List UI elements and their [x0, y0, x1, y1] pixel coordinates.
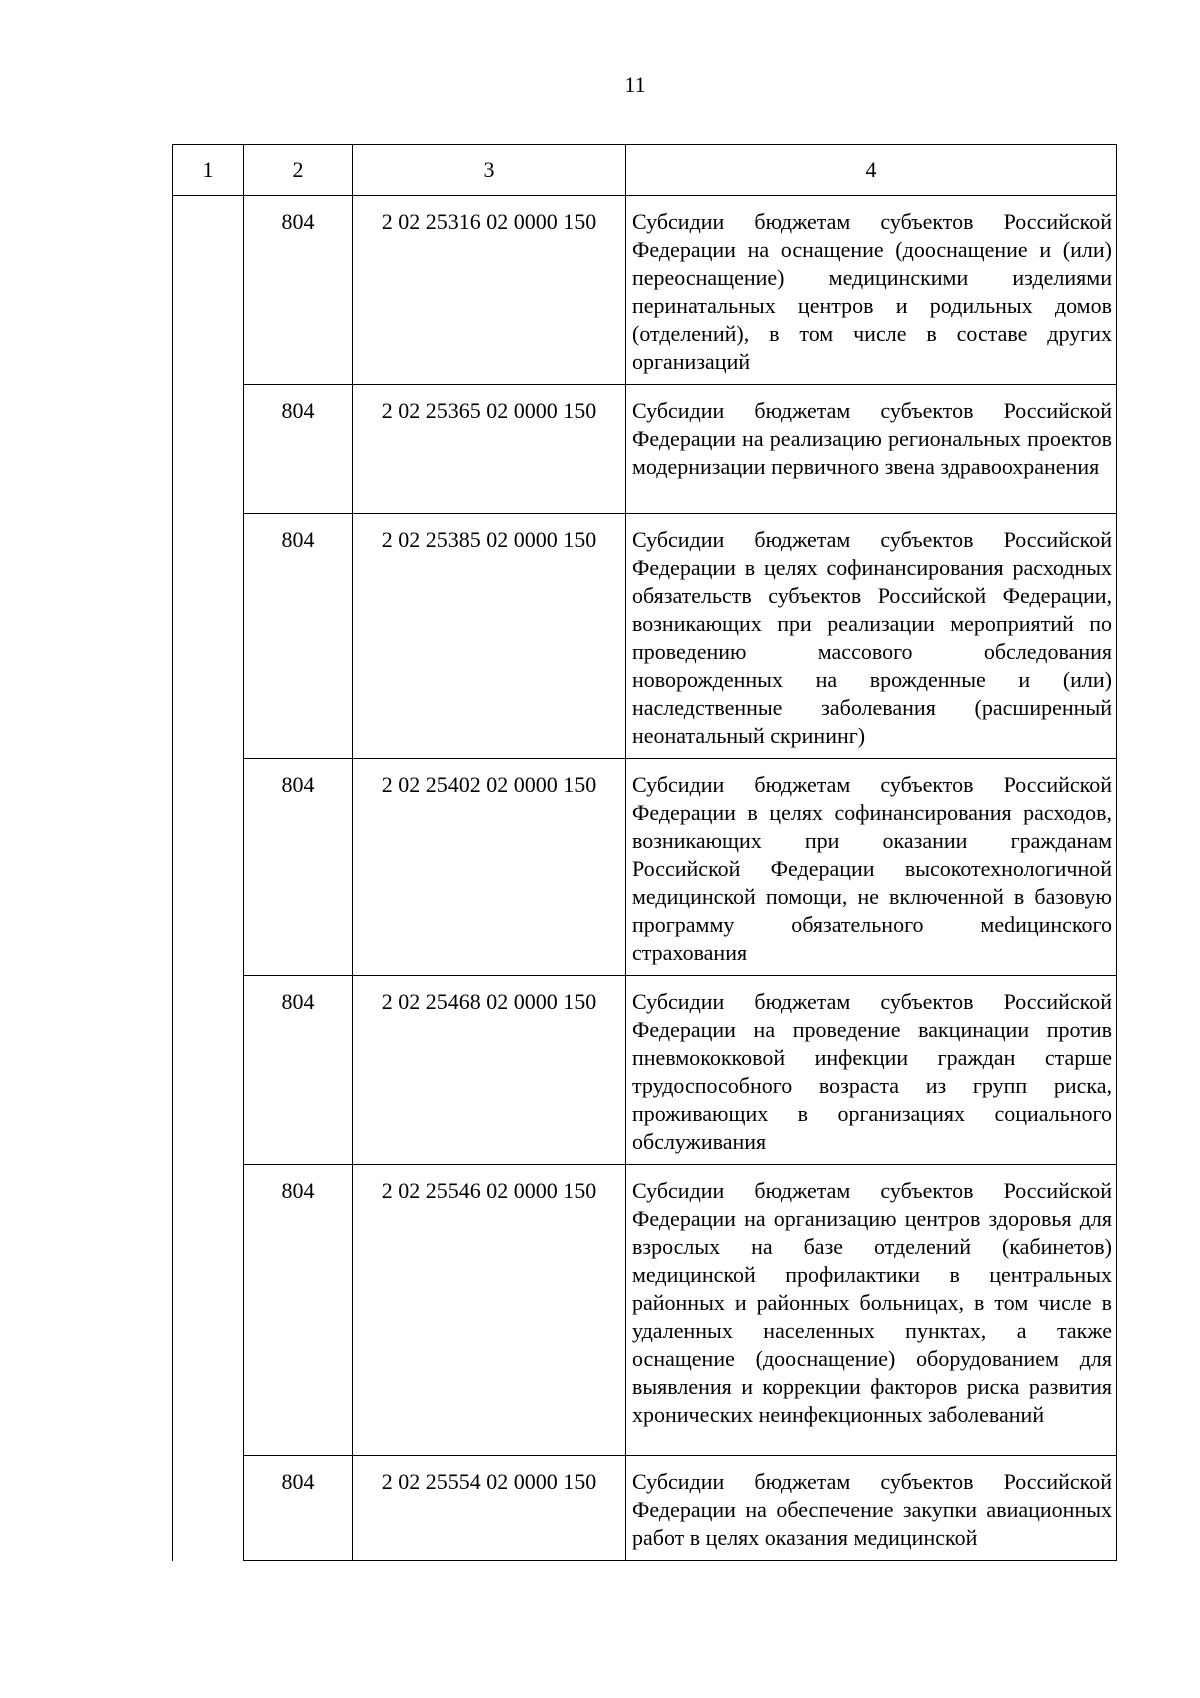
- budget-code-cell: 2 02 25365 02 0000 150: [353, 385, 626, 514]
- col1-merged-cell: [173, 196, 244, 1561]
- description-cell: Субсидии бюджетам субъектов Российской Федерации в целях софинансирования расходов, возникающих при оказании гражданам Российской Федерации высокотехнологичной медицинской помощи, не включенной в базовую программу обязательного меdицинского страхования: [626, 759, 1117, 976]
- description-cell: Субсидии бюджетам субъектов Российской Федерации на организацию центров здоровья для взрослых на базе отделений (кабинетов) медицинской профилактики в центральных районных и районных больницах, в том числе в удаленных населенных пунктах, а также оснащение (дооснащение) оборудованием для выявления и коррекции факторов риска развития хронических неинфекционных заболеваний: [626, 1165, 1117, 1456]
- description-cell: Субсидии бюджетам субъектов Российской Федерации на обеспечение закупки авиационных работ в целях оказания медицинской: [626, 1456, 1117, 1561]
- table-body: [173, 196, 1117, 1561]
- header-row: [173, 145, 1117, 196]
- header-col-3: 3: [353, 145, 626, 196]
- budget-code-cell: 2 02 25316 02 0000 150: [353, 196, 626, 385]
- description-cell: Субсидии бюджетам субъектов Российской Федерации на оснащение (дооснащение и (или) переоснащение) медицинскими изделиями перинатальных центров и родильных домов (отделений), в том числе в составе других организаций: [626, 196, 1117, 385]
- description-cell: Субсидии бюджетам субъектов Российской Федерации в целях софинансирования расходных обязательств субъектов Российской Федерации, возникающих при реализации мероприятий по проведению массового обследования новорожденных на врожденные и (или) наследственные заболевания (расширенный неонатальный скрининг): [626, 514, 1117, 759]
- admin-code-cell: 804: [244, 1165, 353, 1456]
- table-row: [173, 514, 1117, 759]
- budget-code-cell: 2 02 25546 02 0000 150: [353, 1165, 626, 1456]
- description-cell: Субсидии бюджетам субъектов Российской Федерации на проведение вакцинации против пневмококковой инфекции граждан старше трудоспособного возраста из групп риска, проживающих в организациях социального обслуживания: [626, 976, 1117, 1165]
- admin-code-cell: 804: [244, 385, 353, 514]
- admin-code-cell: 804: [244, 759, 353, 976]
- table-row: [173, 1165, 1117, 1456]
- table-row: [173, 196, 1117, 385]
- budget-code-cell: 2 02 25385 02 0000 150: [353, 514, 626, 759]
- admin-code-cell: 804: [244, 1456, 353, 1561]
- admin-code-cell: 804: [244, 514, 353, 759]
- table-row: [173, 385, 1117, 514]
- header-col-4: 4: [626, 145, 1117, 196]
- admin-code-cell: 804: [244, 976, 353, 1165]
- header-col-2: 2: [244, 145, 353, 196]
- budget-code-cell: 2 02 25554 02 0000 150: [353, 1456, 626, 1561]
- table-row: [173, 759, 1117, 976]
- table-row: [173, 1456, 1117, 1561]
- admin-code-cell: 804: [244, 196, 353, 385]
- header-col-1: 1: [173, 145, 244, 196]
- budget-code-cell: 2 02 25468 02 0000 150: [353, 976, 626, 1165]
- page-number: 11: [624, 72, 646, 97]
- budget-code-cell: 2 02 25402 02 0000 150: [353, 759, 626, 976]
- description-cell: Субсидии бюджетам субъектов Российской Федерации на реализацию региональных проектов модернизации первичного звена здравоохранения: [626, 385, 1117, 514]
- table-header: [173, 145, 1117, 196]
- table-row: [173, 976, 1117, 1165]
- budget-codes-table: [172, 144, 1117, 1561]
